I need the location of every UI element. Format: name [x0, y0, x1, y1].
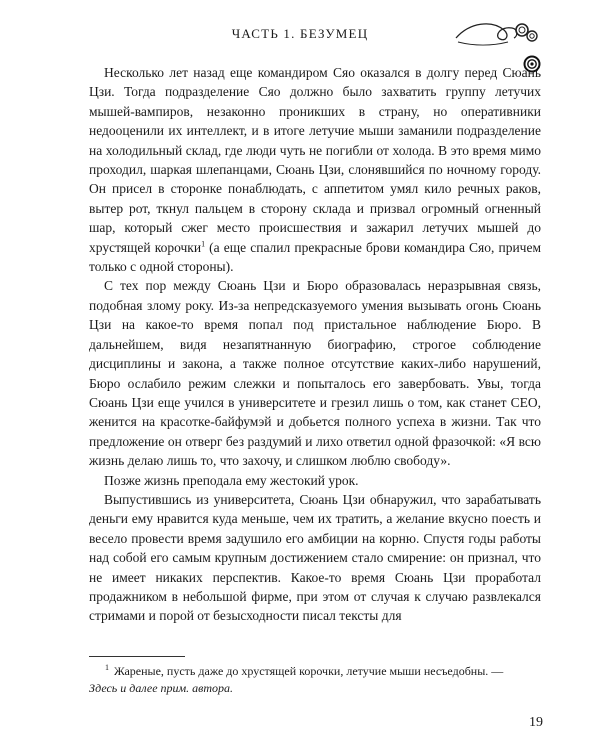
paragraph-1-text-cont: (а еще спалил прекрасные брови командира Сяо, причем только с одной стороны). — [89, 239, 541, 275]
paragraph-4: Выпустившись из университета, Сюань Цзи обнаружил, что зарабатывать деньги ему нравится куда меньше, чем их тратить, а желание вкусно поесть и весело провести время задушило его амбиции на корню. Спустя годы работы над собой его самым крупным достижением стало смирение: он признал, что не имеет никаких перспектив. Какое-то время Сюань Цзи проработал продажником в небольшой фирме, при этом от случая к случаю развлекался стримами и порой от безысходности писал тексты для — [89, 491, 541, 624]
footnote-attribution: Здесь и далее прим. автора. — [89, 681, 234, 695]
paragraph-2: С тех пор между Сюань Цзи и Бюро образовалась неразрывная связь, подобная злому року. Из-за непредсказуемого умения вызывать огонь Сюань Цзи на какое-то время попал под пристальное наблюдение Бюро. В дальнейшем, видя незапятнанную биографию, строгое соблюдение дисциплины и закона, а также полное отсутствие каких-либо нарушений, Бюро ослабило режим слежки и попыталось его завербовать. Увы, тогда Сюань Цзи еще учился в университете и грезил лишь о том, как станет CEO, женится на красотке-байфумэй и добьется полного успеха в жизни. Так что предложение он отверг без раздумий и лихо ответил одной фразочкой: «Я всю жизнь делаю лишь то, что захочу, и слишком люблю свободу». — [89, 278, 541, 469]
paragraph-1-text: Несколько лет назад еще командиром Сяо оказался в долгу перед Сюань Цзи. Тогда подразделение Сяо должно было захватить группу летучих мышей-вампиров, незаконно проникших в страну, но оперативники недооценили их интеллект, и в итоге летучие мыши заманили подразделение на холодильный склад, где люди чуть не погибли от холода. В это время мимо проходил, шаркая шлепанцами, Сюань Цзи, слонявшийся по ночному городу. Он присел в сторонке понаблюдать, с аппетитом умял кило речных раков, вытер рот, ткнул пальцем в сторону склада и призвал огромный огненный шар, который сжег место происшествия и зажарил летучих мышей до хрустящей корочки — [89, 65, 541, 255]
page-number: 19 — [529, 715, 543, 730]
footnote-mark: 1 — [105, 663, 109, 672]
footnote-text: Жареные, пусть даже до хрустящей корочки, летучие мыши несъедобны. — — [114, 664, 504, 678]
footnote-divider — [89, 656, 185, 657]
body-text — [89, 63, 541, 626]
paragraph-1 — [89, 63, 541, 276]
paragraph-3: Позже жизнь преподала ему жестокий урок. — [104, 472, 359, 488]
running-head: ЧАСТЬ 1. БЕЗУМЕЦ — [231, 26, 369, 41]
footnote-reference[interactable]: 1 — [201, 239, 206, 249]
footnote-line-2 — [89, 680, 541, 697]
footnote — [89, 663, 541, 697]
footnote-line-1 — [89, 663, 541, 680]
decorative-flourish-icon — [452, 12, 542, 50]
